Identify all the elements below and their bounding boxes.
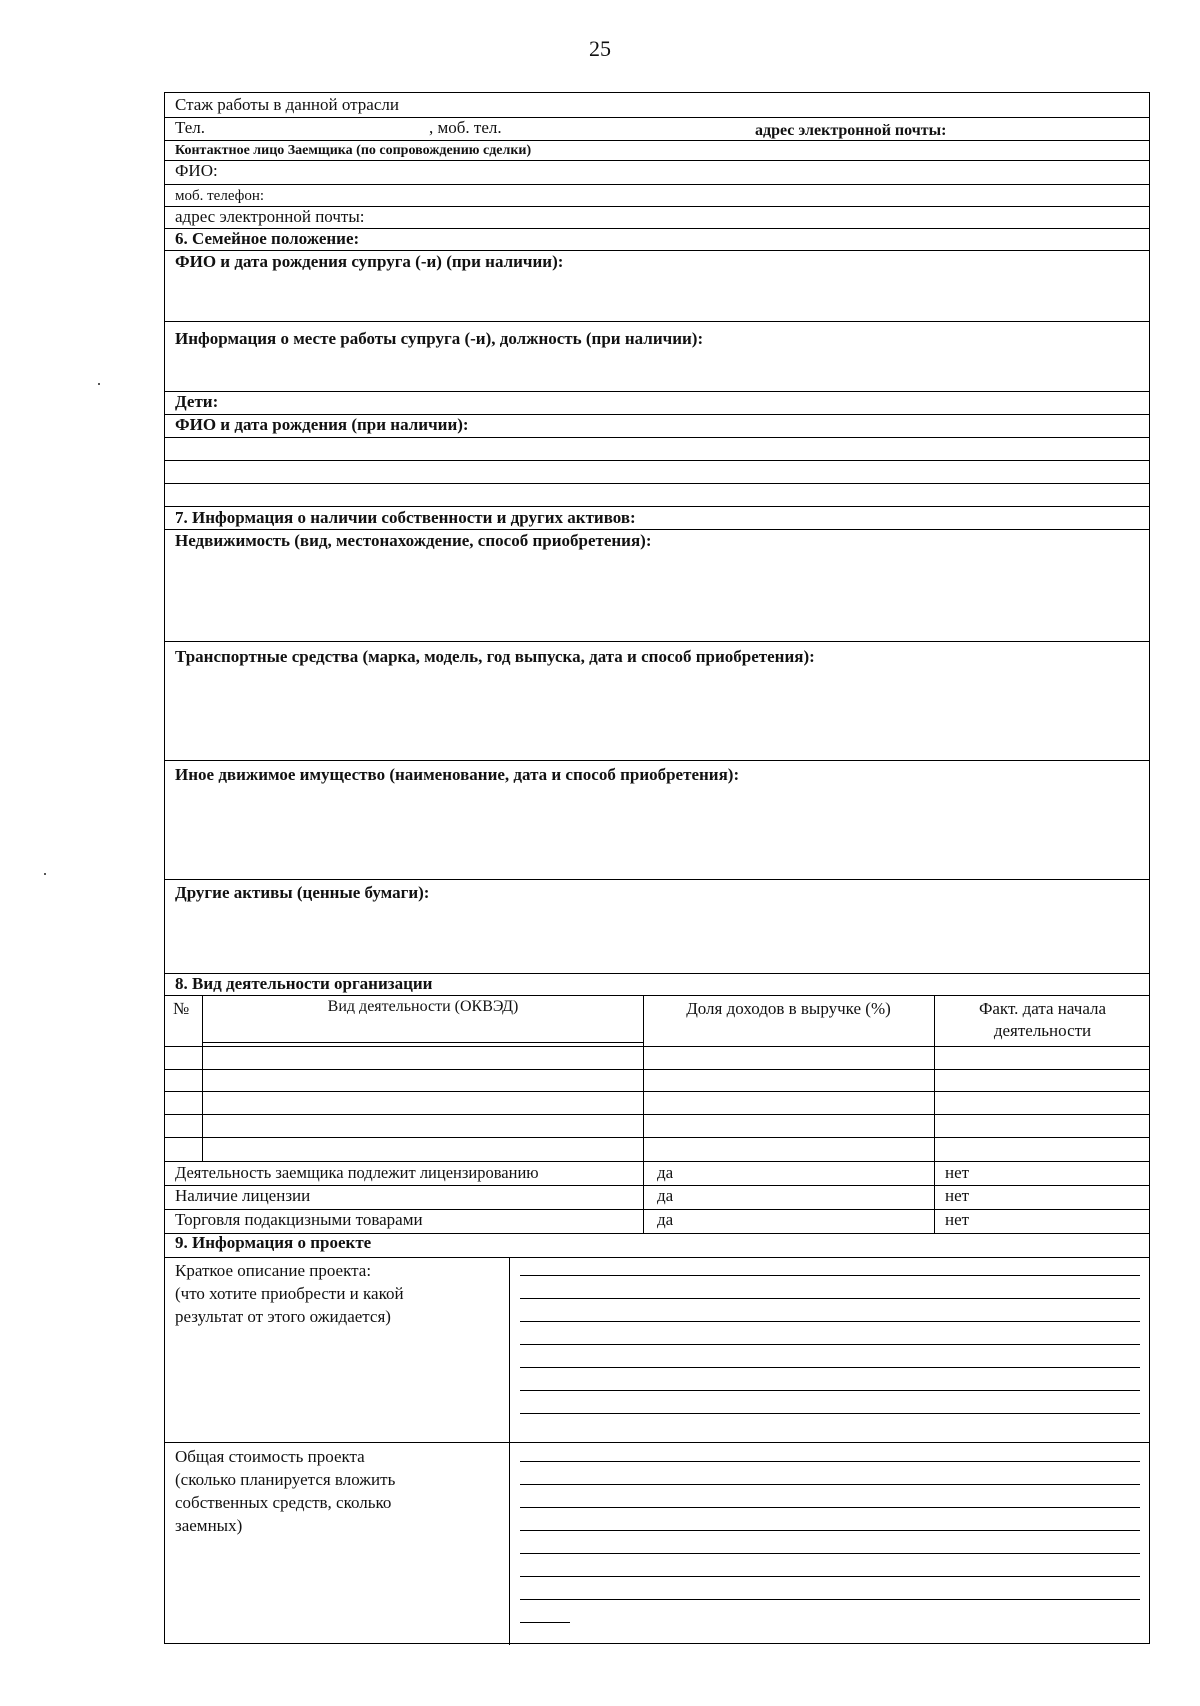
children-label: Дети: xyxy=(175,392,219,411)
license-no: нет xyxy=(945,1186,970,1205)
divider xyxy=(165,437,1149,438)
divider xyxy=(165,483,1149,484)
writing-line xyxy=(520,1553,1140,1554)
writing-line xyxy=(520,1321,1140,1322)
project-cost-line-4: заемных) xyxy=(175,1516,243,1535)
table-row xyxy=(165,1046,1149,1047)
mob-phone-label: моб. телефон: xyxy=(175,188,265,204)
divider xyxy=(165,160,1149,161)
writing-line xyxy=(520,1576,1140,1577)
section9-title: 9. Информация о проекте xyxy=(175,1233,372,1252)
divider xyxy=(165,250,1149,251)
other-assets-label: Другие активы (ценные бумаги): xyxy=(175,883,430,902)
col-share-header: Доля доходов в выручке (%) xyxy=(686,999,891,1018)
table-row xyxy=(165,1114,1149,1115)
section7-title: 7. Информация о наличии собственности и других активов: xyxy=(175,508,636,527)
license-label: Наличие лицензии xyxy=(175,1186,311,1205)
realty-label: Недвижимость (вид, местонахождение, способ приобретения): xyxy=(175,531,652,550)
vehicles-label: Транспортные средства (марка, модель, год выпуска, дата и способ приобретения): xyxy=(175,647,815,666)
licensing-no: нет xyxy=(945,1163,970,1182)
divider xyxy=(165,879,1149,880)
fio-label: ФИО: xyxy=(175,161,218,180)
divider xyxy=(165,391,1149,392)
project-description-line-1: Краткое описание проекта: xyxy=(175,1261,372,1280)
writing-line xyxy=(520,1599,1140,1600)
excise-yes: да xyxy=(657,1210,674,1229)
project-description-line-2: (что хотите приобрести и какой xyxy=(175,1284,404,1303)
contact-person-label: Контактное лицо Заемщика (по сопровождению сделки) xyxy=(175,143,532,158)
mob-label: , моб. тел. xyxy=(429,118,502,137)
section8-title: 8. Вид деятельности организации xyxy=(175,974,433,993)
col-divider xyxy=(509,1257,510,1645)
children-fio-label: ФИО и дата рождения (при наличии): xyxy=(175,415,469,434)
project-cost-label xyxy=(175,1445,395,1537)
col-no-header: № xyxy=(173,999,190,1018)
movable-label: Иное движимое имущество (наименование, дата и способ приобретения): xyxy=(175,765,740,784)
table-row xyxy=(165,1137,1149,1138)
scan-speck xyxy=(98,383,100,385)
writing-line xyxy=(520,1413,1140,1414)
divider xyxy=(165,1442,1149,1443)
divider xyxy=(202,1042,643,1043)
project-description-line-3: результат от этого ожидается) xyxy=(175,1307,391,1326)
divider xyxy=(165,641,1149,642)
col-activity-header: Вид деятельности (ОКВЭД) xyxy=(327,998,519,1015)
experience-label: Стаж работы в данной отрасли xyxy=(175,95,399,114)
excise-label: Торговля подакцизными товарами xyxy=(175,1210,423,1229)
tel-label: Тел. xyxy=(175,118,206,137)
writing-line-short xyxy=(520,1622,570,1623)
writing-line xyxy=(520,1367,1140,1368)
excise-no: нет xyxy=(945,1210,970,1229)
email-label: адрес электронной почты: xyxy=(755,122,947,139)
writing-line xyxy=(520,1275,1140,1276)
page-number: 25 xyxy=(589,36,611,61)
writing-line xyxy=(520,1390,1140,1391)
table-row xyxy=(165,1161,1149,1162)
writing-line xyxy=(520,1344,1140,1345)
writing-line xyxy=(520,1484,1140,1485)
writing-line xyxy=(520,1298,1140,1299)
application-form xyxy=(164,92,1150,1644)
divider xyxy=(165,1257,1149,1258)
divider xyxy=(165,460,1149,461)
table-row xyxy=(165,1091,1149,1092)
writing-line xyxy=(520,1507,1140,1508)
col-date-header-1: Факт. дата начала xyxy=(978,999,1107,1018)
divider xyxy=(165,760,1149,761)
divider xyxy=(165,321,1149,322)
project-cost-line-3: собственных средств, сколько xyxy=(175,1493,392,1512)
divider xyxy=(165,117,1149,118)
project-cost-line-1: Общая стоимость проекта xyxy=(175,1447,365,1466)
license-yes: да xyxy=(657,1186,674,1205)
writing-line xyxy=(520,1461,1140,1462)
scan-speck xyxy=(44,873,46,875)
writing-line xyxy=(520,1530,1140,1531)
col-date-header-2: деятельности xyxy=(993,1021,1092,1040)
table-row xyxy=(165,1069,1149,1070)
project-description-label xyxy=(175,1259,404,1328)
spouse-fio-label: ФИО и дата рождения супруга (-и) (при наличии): xyxy=(175,252,564,271)
project-cost-line-2: (сколько планируется вложить xyxy=(175,1470,396,1489)
spouse-work-label: Информация о месте работы супруга (-и), должность (при наличии): xyxy=(175,329,704,348)
section6-title: 6. Семейное положение: xyxy=(175,229,360,248)
email2-label: адрес электронной почты: xyxy=(175,207,365,226)
divider xyxy=(165,506,1149,507)
licensing-yes: да xyxy=(657,1163,674,1182)
divider xyxy=(165,184,1149,185)
licensing-label: Деятельность заемщика подлежит лицензированию xyxy=(175,1163,539,1182)
divider xyxy=(165,529,1149,530)
